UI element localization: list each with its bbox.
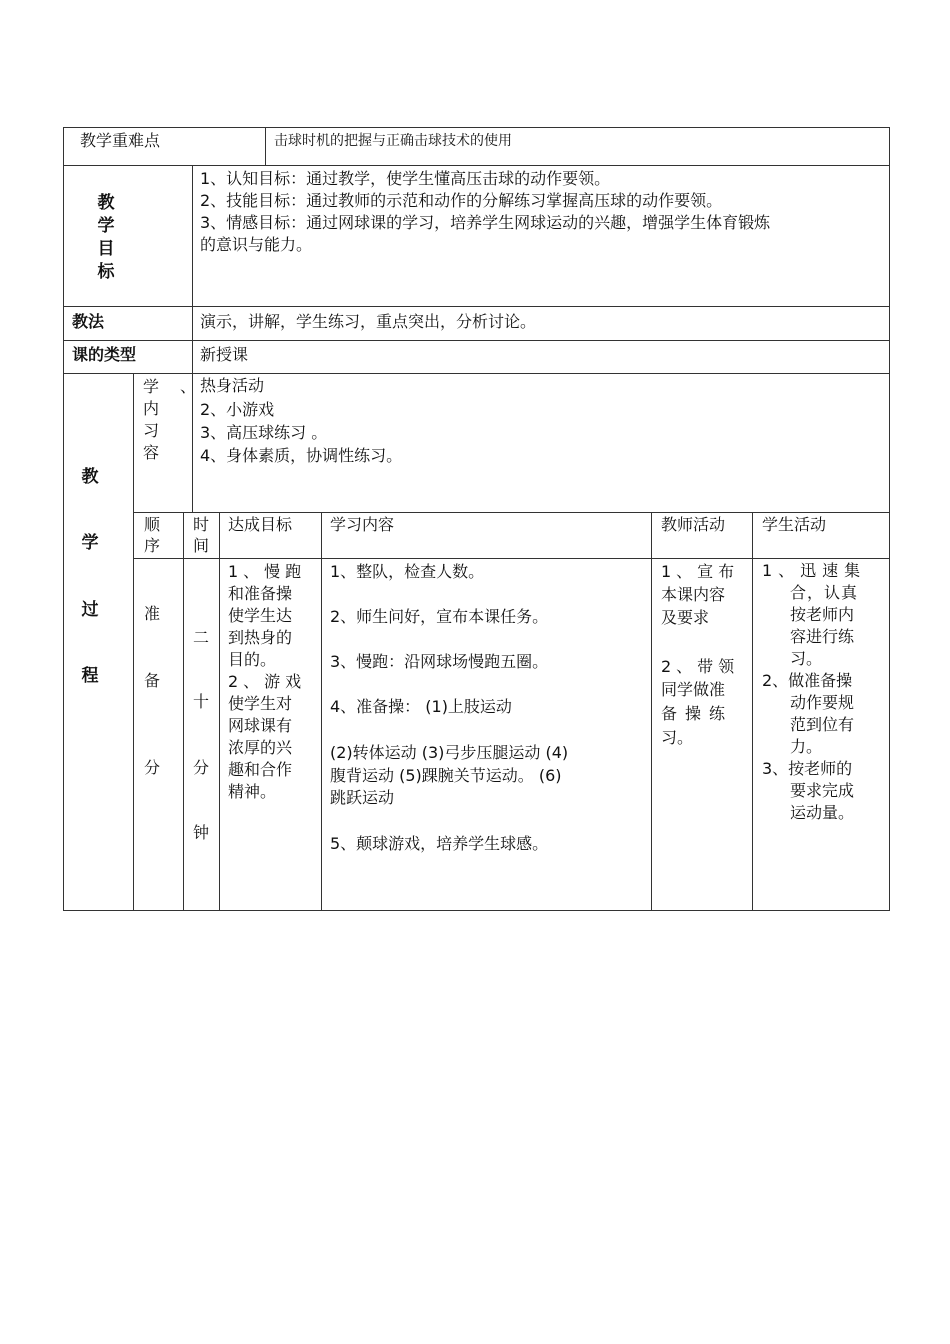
- content-item: 3、高压球练习 。: [200, 423, 328, 442]
- header-teacher: 教师活动: [661, 515, 726, 534]
- key-points-label: 教学重难点: [80, 131, 161, 150]
- lesson-type-label: 课的类型: [72, 345, 137, 364]
- study-item: 腹背运动 (5)踝腕关节运动。 (6): [330, 766, 562, 785]
- method-value: 演示，讲解，学生练习，重点突出，分析讨论。: [200, 312, 537, 331]
- study-item: 5、颠球游戏，培养学生球感。: [330, 834, 549, 853]
- header-goal: 达成目标: [228, 515, 293, 534]
- objective-item: 2、技能目标：通过教师的示范和动作的分解练习掌握高压球的动作要领。: [200, 191, 723, 210]
- study-item: 4、准备操： (1)上肢运动: [330, 697, 512, 716]
- header-content: 学习内容: [330, 515, 395, 534]
- content-item: 4、身体素质，协调性练习。: [200, 446, 403, 465]
- objective-item: 3、情感目标：通过网球课的学习，培养学生网球运动的兴趣，增强学生体育锻炼: [200, 213, 771, 232]
- method-label: 教法: [72, 312, 105, 331]
- content-item: 2、小游戏: [200, 400, 275, 419]
- lesson-plan-page: 教学重难点 击球时机的把握与正确击球技术的使用 教 学 目 标 1、认知目标：通过教学，使学生懂高压击球的动作要领。 2、技能目标：通过教师的示范和动作的分解练习掌握高压球的动作要领。 3、情感目标：通过网球课的学习，培养学生网球运动的兴趣，增强学生体育锻炼 的意识与能力。 教法 演示，讲解，学生练习，重点突出，分析讨论。 课的类型 新授课 教 学 过 程 学 内 习 容 、 热身活动 2、小游戏 3、高压球练习 。 4、身体素质，协调性练习。 顺 序 时 间 达成目标 学习内容 教师活动 学生活动 准 备 分 二 十 分 钟 1、慢跑 和准备操 使学生达 到热身的 目的。 2、游戏 使学生对 网球课有 浓厚的兴 趣和合作 精神。 1、整队，检查人数。 2、师生问好，宣布本课任务。 3、慢跑：沿网球场慢跑五圈。 4、准备操： (1)上肢运动 (2)转体运动 (3)弓步压腿运动 (4) 腹背运动 (5)踝腕关节运动。 (6) 跳跃运动 5、颠球游戏，培养学生球感。 1、宣布 本课内容 及要求 2、带领 同学做准 备操练 习。 1、迅速集 合，认真 按老师内 容进行练 习。 2、做准备操 动作要规 范到位有 力。 3、按老师的 要求完成 运动量。: [0, 0, 950, 1344]
- study-item: 跳跃运动: [330, 788, 395, 807]
- study-item: 3、慢跑：沿网球场慢跑五圈。: [330, 652, 549, 671]
- objective-item: 1、认知目标：通过教学，使学生懂高压击球的动作要领。: [200, 169, 611, 188]
- lesson-type-value: 新授课: [200, 345, 249, 364]
- header-student: 学生活动: [762, 515, 827, 534]
- content-item: 热身活动: [200, 376, 265, 395]
- study-item: 1、整队，检查人数。: [330, 562, 485, 581]
- study-item: (2)转体运动 (3)弓步压腿运动 (4): [330, 743, 569, 762]
- objective-item: 的意识与能力。: [200, 235, 313, 254]
- study-item: 2、师生问好，宣布本课任务。: [330, 607, 549, 626]
- key-points-value: 击球时机的把握与正确击球技术的使用: [274, 133, 512, 149]
